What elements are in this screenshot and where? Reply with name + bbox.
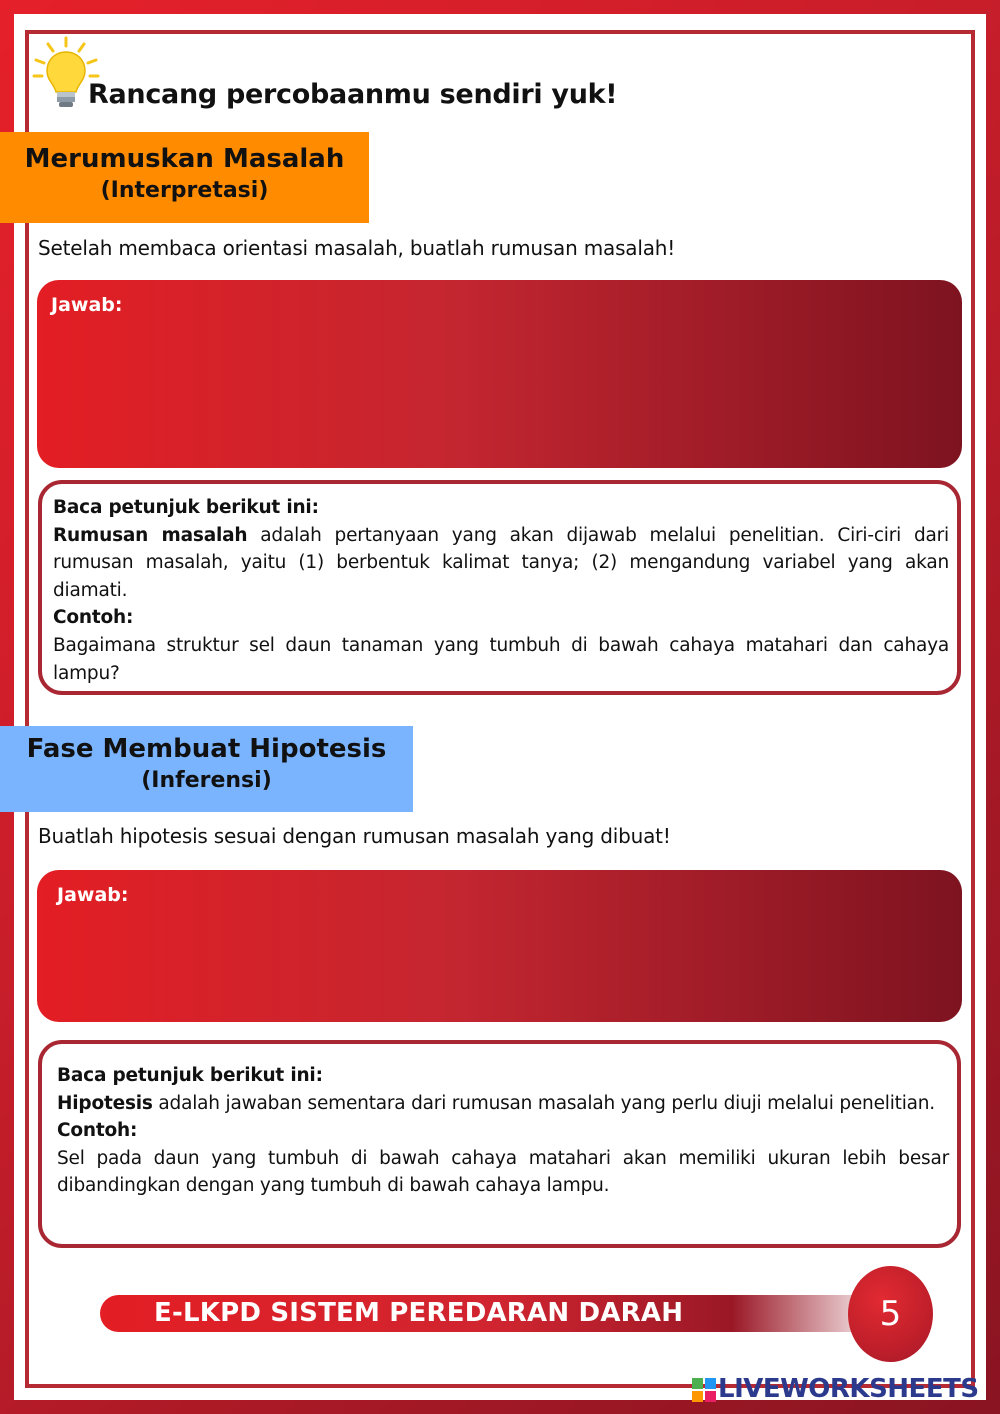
title-row xyxy=(30,34,730,114)
liveworksheets-watermark xyxy=(692,1374,992,1406)
section2-hint-term: Hipotesis xyxy=(57,1092,153,1114)
section1-subheading: (Interpretasi) xyxy=(100,178,269,203)
section2-answer-box[interactable] xyxy=(37,870,962,1022)
page-title: Rancang percobaanmu sendiri yuk! xyxy=(88,79,618,110)
section1-example-text: Bagaimana struktur sel daun tanaman yang tumbuh di bawah cahaya matahari dan cahaya lampu? xyxy=(53,634,949,684)
section1-hint-box xyxy=(38,480,961,695)
section2-banner xyxy=(0,726,413,812)
watermark-text: LIVEWORKSHEETS xyxy=(718,1374,979,1404)
section1-banner xyxy=(0,132,369,223)
section2-subheading: (Inferensi) xyxy=(141,768,272,793)
section2-hint-box xyxy=(38,1040,961,1248)
footer-title: E-LKPD SISTEM PEREDARAN DARAH xyxy=(154,1298,684,1328)
section1-hint-definition: adalah pertanyaan yang akan dijawab melalui penelitian. Ciri-ciri dari rumusan masalah, yaitu (1) berbentuk kalimat tanya; (2) mengandung variabel yang akan diamati. xyxy=(53,524,949,601)
section2-answer-label: Jawab: xyxy=(57,884,129,906)
section2-hint-definition: adalah jawaban sementara dari rumusan masalah yang perlu diuji melalui penelitian. xyxy=(152,1092,935,1114)
page-number: 5 xyxy=(848,1266,933,1362)
section1-answer-box[interactable] xyxy=(37,280,962,468)
section2-hint-title: Baca petunjuk berikut ini: xyxy=(57,1065,323,1086)
section2-example-label: Contoh: xyxy=(57,1120,138,1142)
section1-heading: Merumuskan Masalah xyxy=(24,144,345,174)
section2-instruction: Buatlah hipotesis sesuai dengan rumusan masalah yang dibuat! xyxy=(38,824,671,848)
section1-hint-title: Baca petunjuk berikut ini: xyxy=(53,497,319,518)
liveworksheets-logo-icon xyxy=(692,1378,716,1402)
section1-instruction: Setelah membaca orientasi masalah, buatlah rumusan masalah! xyxy=(38,236,676,260)
section2-heading: Fase Membuat Hipotesis xyxy=(26,734,387,764)
section1-example-label: Contoh: xyxy=(53,607,134,629)
section1-hint-term: Rumusan masalah xyxy=(53,524,248,546)
section1-answer-label: Jawab: xyxy=(51,294,123,316)
section2-example-text: Sel pada daun yang tumbuh di bawah cahaya matahari akan memiliki ukuran lebih besar dibandingkan dengan yang tumbuh di bawah cahaya lampu. xyxy=(57,1147,949,1197)
